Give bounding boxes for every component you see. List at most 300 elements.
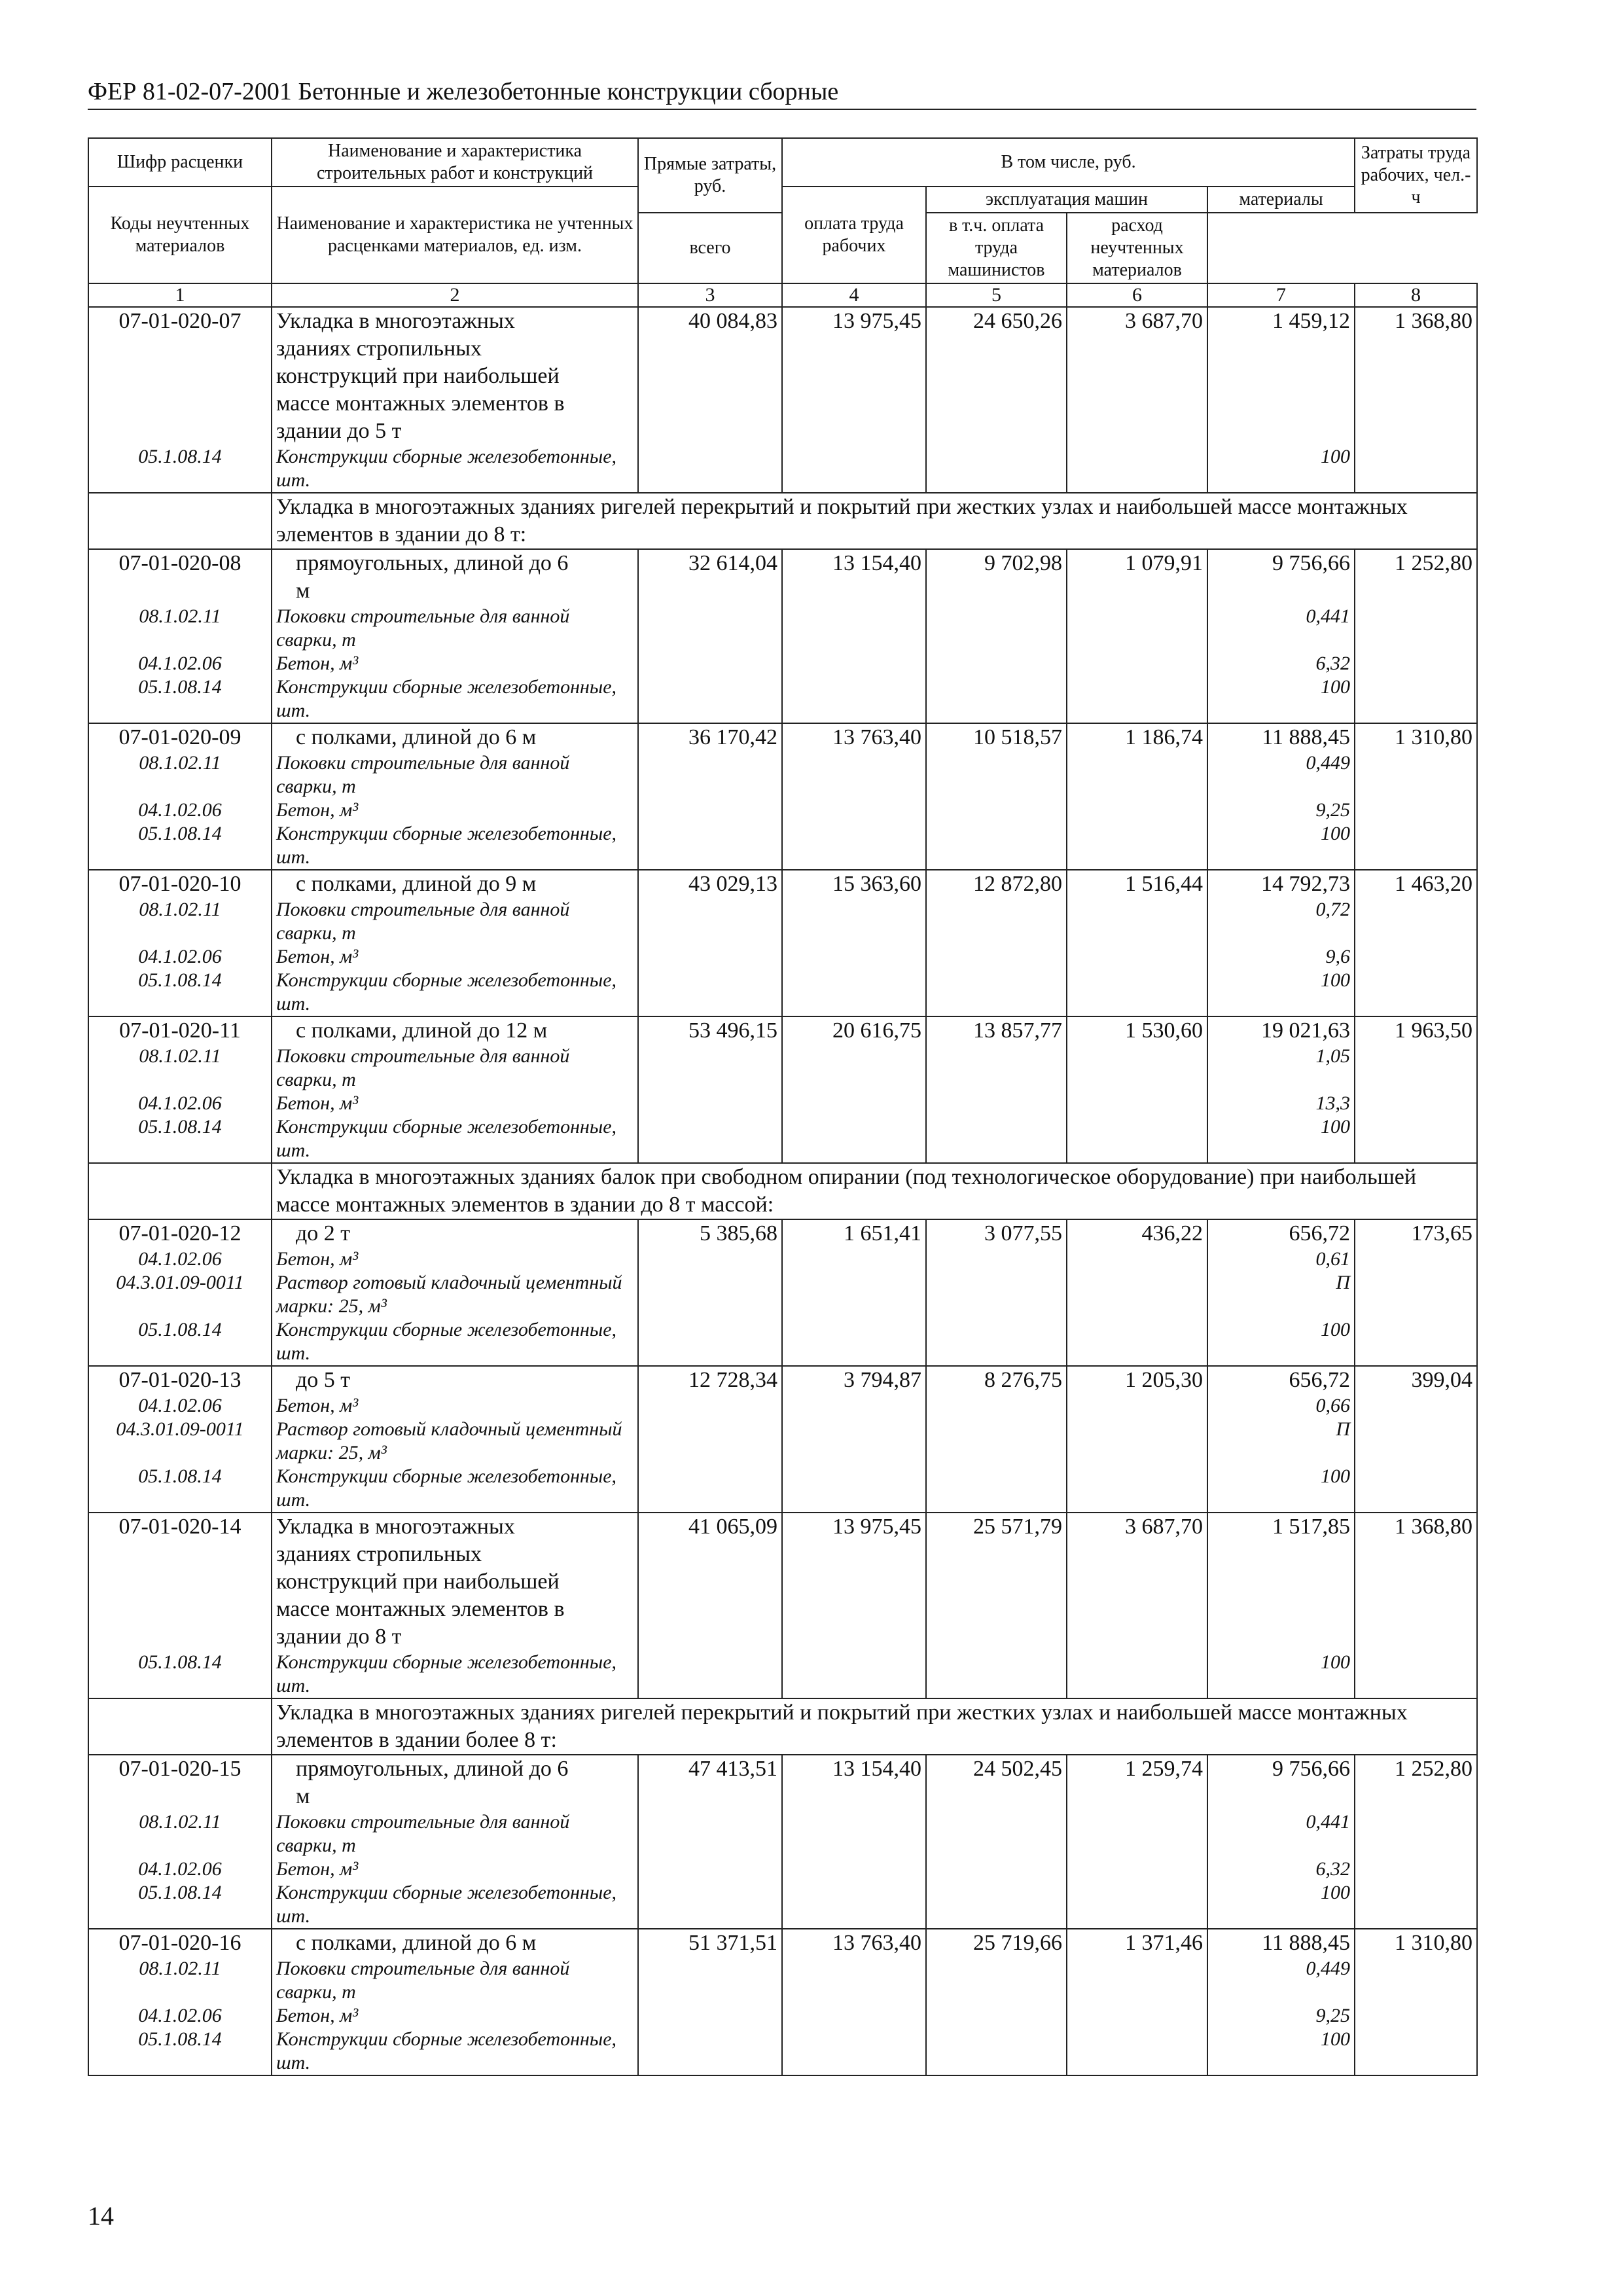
- material-consumption: 100: [1321, 1882, 1351, 1903]
- material-code: 04.1.02.06: [138, 946, 222, 967]
- column-numbers-row: [88, 283, 1477, 307]
- head-codes-unaccounted: Коды неучтенных материалов: [88, 187, 272, 283]
- head-cipher: Шифр расценки: [88, 138, 272, 187]
- rate-row: [88, 1513, 1477, 1698]
- rate-code: 07-01-020-10: [118, 872, 241, 896]
- spacer: [93, 922, 267, 945]
- material-name: Конструкции сборные железобетонные, шт.: [276, 2028, 617, 2073]
- rate-name-line: конструкций при наибольшей: [276, 1570, 560, 1594]
- spacer: [1212, 1981, 1350, 2004]
- spacer: [93, 418, 267, 445]
- direct-costs: 51 371,51: [638, 1929, 782, 2075]
- head-machines-total-cell: всего: [638, 213, 782, 283]
- spacer: [93, 1068, 267, 1092]
- material-name: Бетон, м³: [276, 1248, 359, 1270]
- rate-name-cell: [272, 1929, 638, 2075]
- rate-name-cell: [272, 307, 638, 493]
- materials-cell: [1207, 723, 1355, 870]
- labor-hours: 399,04: [1355, 1366, 1477, 1513]
- spacer: [1212, 1541, 1350, 1568]
- material-consumption: 0,61: [1315, 1248, 1351, 1270]
- rate-name-line: зданиях стропильных: [276, 1542, 482, 1566]
- spacer: [93, 1568, 267, 1596]
- spacer: [93, 2051, 267, 2075]
- spacer: [1212, 1139, 1350, 1162]
- rate-row: [88, 1755, 1477, 1929]
- rate-name-cell: [272, 1016, 638, 1163]
- spacer: [93, 699, 267, 723]
- material-name: Конструкции сборные железобетонные, шт.: [276, 969, 617, 1014]
- rate-name-line: до 5 т: [296, 1368, 351, 1392]
- rate-name-line: конструкций при наибольшей: [276, 364, 560, 388]
- labor-hours: 1 252,80: [1355, 549, 1477, 723]
- spacer: [1212, 390, 1350, 418]
- rate-code: 07-01-020-08: [118, 551, 241, 575]
- material-code: 04.1.02.06: [138, 2005, 222, 2026]
- materials-cell: [1207, 1513, 1355, 1698]
- labor-hours: 1 252,80: [1355, 1755, 1477, 1929]
- material-consumption: 100: [1321, 2028, 1351, 2050]
- rate-code-cell: [88, 870, 272, 1016]
- materials-cost: 19 021,63: [1261, 1018, 1351, 1043]
- section-heading: Укладка в многоэтажных зданиях ригелей перекрытий и покрытий при жестких узлах и наибольшей массе монтажных элементов в здании более 8 т:: [272, 1698, 1477, 1755]
- material-code: 08.1.02.11: [139, 752, 221, 774]
- direct-costs: 12 728,34: [638, 1366, 782, 1513]
- spacer: [93, 1139, 267, 1162]
- labor-wages: 13 763,40: [782, 1929, 926, 2075]
- material-consumption: 100: [1321, 446, 1351, 467]
- rate-code-cell: [88, 1366, 272, 1513]
- labor-wages: 1 651,41: [782, 1219, 926, 1366]
- material-name: Поковки строительные для ванной сварки, т: [276, 1958, 570, 2003]
- spacer: [93, 1905, 267, 1928]
- machinists-wages: 3 687,70: [1067, 1513, 1207, 1698]
- spacer: [1212, 1295, 1350, 1318]
- materials-cost: 656,72: [1289, 1221, 1351, 1246]
- section-blank-cell: [88, 1163, 272, 1219]
- material-code: 04.1.02.06: [138, 799, 222, 821]
- material-name: Бетон, м³: [276, 799, 359, 821]
- material-name: Конструкции сборные железобетонные, шт.: [276, 676, 617, 721]
- head-work-name: Наименование и характеристика строительных работ и конструкций: [272, 138, 638, 187]
- rate-name-line: м: [296, 579, 310, 603]
- direct-costs: 53 496,15: [638, 1016, 782, 1163]
- labor-wages: 13 975,45: [782, 1513, 926, 1698]
- material-consumption: 6,32: [1315, 1858, 1351, 1880]
- spacer: [93, 1674, 267, 1698]
- labor-hours: 1 963,50: [1355, 1016, 1477, 1163]
- labor-wages: 13 154,40: [782, 549, 926, 723]
- rate-code-cell: [88, 723, 272, 870]
- material-name: Поковки строительные для ванной сварки, т: [276, 1811, 570, 1856]
- labor-wages: 13 763,40: [782, 723, 926, 870]
- rate-code: 07-01-020-12: [118, 1221, 241, 1246]
- machines-total: 8 276,75: [926, 1366, 1067, 1513]
- rate-code-cell: [88, 1755, 272, 1929]
- column-number: 7: [1207, 283, 1355, 307]
- machinists-wages: 1 530,60: [1067, 1016, 1207, 1163]
- material-name: Бетон, м³: [276, 1092, 359, 1114]
- column-number: 8: [1355, 283, 1477, 307]
- direct-costs: 5 385,68: [638, 1219, 782, 1366]
- rate-name-cell: [272, 723, 638, 870]
- head-direct-costs: Прямые затраты, руб.: [638, 138, 782, 213]
- material-consumption: 0,66: [1315, 1395, 1351, 1416]
- spacer: [93, 1783, 267, 1810]
- material-code: 05.1.08.14: [138, 1319, 222, 1340]
- direct-costs: 41 065,09: [638, 1513, 782, 1698]
- material-code: 08.1.02.11: [139, 1811, 221, 1833]
- column-number: 1: [88, 283, 272, 307]
- material-name: Конструкции сборные железобетонные, шт.: [276, 823, 617, 868]
- rate-code-cell: [88, 1219, 272, 1366]
- material-name: Конструкции сборные железобетонные, шт.: [276, 446, 617, 491]
- materials-cell: [1207, 1219, 1355, 1366]
- rate-code: 07-01-020-07: [118, 309, 241, 333]
- column-number: 5: [926, 283, 1067, 307]
- direct-costs: 43 029,13: [638, 870, 782, 1016]
- materials-cost: 656,72: [1289, 1368, 1351, 1392]
- material-code: 05.1.08.14: [138, 823, 222, 844]
- head-machinists-wages: в т.ч. оплата труда машинистов: [926, 213, 1067, 283]
- spacer: [93, 1441, 267, 1465]
- material-consumption: 0,449: [1306, 1958, 1351, 1979]
- rate-code-cell: [88, 307, 272, 493]
- material-code: 04.1.02.06: [138, 1395, 222, 1416]
- labor-wages: 3 794,87: [782, 1366, 926, 1513]
- spacer: [93, 577, 267, 605]
- machines-total: 3 077,55: [926, 1219, 1067, 1366]
- spacer: [1212, 1441, 1350, 1465]
- material-name: Раствор готовый кладочный цементный марки: 25, м³: [276, 1418, 622, 1463]
- spacer: [93, 775, 267, 798]
- machinists-wages: 436,22: [1067, 1219, 1207, 1366]
- spacer: [1212, 1905, 1350, 1928]
- labor-hours: 1 310,80: [1355, 1929, 1477, 2075]
- material-code: 04.1.02.06: [138, 653, 222, 674]
- material-consumption: 100: [1321, 676, 1351, 698]
- section-row: [88, 1163, 1477, 1219]
- spacer: [93, 1295, 267, 1318]
- labor-wages: 13 975,45: [782, 307, 926, 493]
- rate-row: [88, 870, 1477, 1016]
- spacer: [1212, 1568, 1350, 1596]
- spacer: [1212, 992, 1350, 1016]
- spacer: [93, 1981, 267, 2004]
- rate-name-cell: [272, 1219, 638, 1366]
- material-consumption: 9,6: [1325, 946, 1351, 967]
- labor-wages: 15 363,60: [782, 870, 926, 1016]
- material-name: Конструкции сборные железобетонные, шт.: [276, 1116, 617, 1161]
- materials-cell: [1207, 870, 1355, 1016]
- spacer: [1212, 846, 1350, 869]
- spacer: [1212, 922, 1350, 945]
- material-code: 05.1.08.14: [138, 676, 222, 698]
- material-code: 05.1.08.14: [138, 1116, 222, 1138]
- machinists-wages: 1 259,74: [1067, 1755, 1207, 1929]
- rate-code: 07-01-020-14: [118, 1515, 241, 1539]
- column-number: 3: [638, 283, 782, 307]
- material-name: Поковки строительные для ванной сварки, т: [276, 1045, 570, 1090]
- rate-name-line: с полками, длиной до 12 м: [296, 1018, 548, 1043]
- rate-name-cell: [272, 1513, 638, 1698]
- material-code: 05.1.08.14: [138, 1465, 222, 1487]
- column-number: 2: [272, 283, 638, 307]
- spacer: [1212, 1488, 1350, 1512]
- machines-total: 10 518,57: [926, 723, 1067, 870]
- material-name: Конструкции сборные железобетонные, шт.: [276, 1882, 617, 1927]
- spacer: [93, 1342, 267, 1365]
- machinists-wages: 3 687,70: [1067, 307, 1207, 493]
- direct-costs: 36 170,42: [638, 723, 782, 870]
- direct-costs: 47 413,51: [638, 1755, 782, 1929]
- rate-name-cell: [272, 549, 638, 723]
- machinists-wages: 1 186,74: [1067, 723, 1207, 870]
- rate-name-line: массе монтажных элементов в: [276, 391, 565, 416]
- material-name: Поковки строительные для ванной сварки, т: [276, 752, 570, 797]
- spacer: [1212, 1342, 1350, 1365]
- rate-row: [88, 1016, 1477, 1163]
- rate-code-cell: [88, 1016, 272, 1163]
- section-row: [88, 1698, 1477, 1755]
- materials-cell: [1207, 307, 1355, 493]
- material-name: Конструкции сборные железобетонные, шт.: [276, 1319, 617, 1364]
- material-consumption: 0,449: [1306, 752, 1351, 774]
- spacer: [93, 992, 267, 1016]
- rate-name-line: массе монтажных элементов в: [276, 1597, 565, 1621]
- rate-code-cell: [88, 1929, 272, 2075]
- rate-name-line: до 2 т: [296, 1221, 351, 1246]
- material-code: 05.1.08.14: [138, 446, 222, 467]
- machines-total: 13 857,77: [926, 1016, 1067, 1163]
- material-name: Конструкции сборные железобетонные, шт.: [276, 1651, 617, 1696]
- material-code: 05.1.08.14: [138, 1882, 222, 1903]
- spacer: [93, 1834, 267, 1857]
- spacer: [1212, 1674, 1350, 1698]
- machinists-wages: 1 079,91: [1067, 549, 1207, 723]
- spacer: [1212, 577, 1350, 605]
- material-consumption: 100: [1321, 823, 1351, 844]
- page-number: 14: [88, 2201, 114, 2231]
- machinists-wages: 1 371,46: [1067, 1929, 1207, 2075]
- material-consumption: 100: [1321, 1465, 1351, 1487]
- materials-cell: [1207, 549, 1355, 723]
- material-consumption: 100: [1321, 1319, 1351, 1340]
- rate-name-line: Укладка в многоэтажных: [276, 309, 515, 333]
- rate-row: [88, 307, 1477, 493]
- head-material-name: Наименование и характеристика не учтенных расценками материалов, ед. изм.: [272, 187, 638, 283]
- spacer: [93, 1623, 267, 1651]
- materials-cell: [1207, 1929, 1355, 2075]
- direct-costs: 40 084,83: [638, 307, 782, 493]
- labor-hours: 1 368,80: [1355, 307, 1477, 493]
- spacer: [1212, 1623, 1350, 1651]
- spacer: [1212, 1068, 1350, 1092]
- rate-name-cell: [272, 1366, 638, 1513]
- rate-name-line: с полками, длиной до 6 м: [296, 725, 537, 749]
- spacer: [1212, 1596, 1350, 1623]
- labor-wages: 20 616,75: [782, 1016, 926, 1163]
- rate-name-line: с полками, длиной до 9 м: [296, 872, 537, 896]
- rate-code: 07-01-020-15: [118, 1757, 241, 1781]
- spacer: [1212, 363, 1350, 390]
- material-name: Бетон, м³: [276, 2005, 359, 2026]
- materials-cell: [1207, 1366, 1355, 1513]
- material-consumption: 0,441: [1306, 1811, 1351, 1833]
- materials-cell: [1207, 1755, 1355, 1929]
- section-row: [88, 493, 1477, 549]
- material-consumption: 6,32: [1315, 653, 1351, 674]
- section-heading: Укладка в многоэтажных зданиях ригелей перекрытий и покрытий при жестких узлах и наибольшей массе монтажных элементов в здании до 8 т:: [272, 493, 1477, 549]
- spacer: [1212, 628, 1350, 652]
- spacer: [93, 1488, 267, 1512]
- column-number: 4: [782, 283, 926, 307]
- material-code: 05.1.08.14: [138, 1651, 222, 1673]
- rate-name-line: Укладка в многоэтажных: [276, 1515, 515, 1539]
- materials-cost: 1 517,85: [1272, 1515, 1351, 1539]
- rate-name-cell: [272, 1755, 638, 1929]
- rate-code-cell: [88, 1513, 272, 1698]
- materials-cost: 11 888,45: [1262, 1931, 1351, 1955]
- spacer: [1212, 418, 1350, 445]
- material-name: Поковки строительные для ванной сварки, т: [276, 899, 570, 944]
- machines-total: 9 702,98: [926, 549, 1067, 723]
- material-name: Конструкции сборные железобетонные, шт.: [276, 1465, 617, 1511]
- material-consumption: П: [1336, 1272, 1351, 1293]
- section-blank-cell: [88, 1698, 272, 1755]
- machines-total: 25 571,79: [926, 1513, 1067, 1698]
- machines-total: 12 872,80: [926, 870, 1067, 1016]
- rate-code: 07-01-020-11: [119, 1018, 241, 1043]
- spacer: [93, 628, 267, 652]
- rate-name-line: зданиях стропильных: [276, 336, 482, 361]
- rate-name-line: прямоугольных, длиной до 6: [296, 1757, 569, 1781]
- spacer: [1212, 2051, 1350, 2075]
- spacer: [93, 846, 267, 869]
- table-body: [88, 307, 1477, 2075]
- rate-name-cell: [272, 870, 638, 1016]
- rate-code-cell: [88, 549, 272, 723]
- material-consumption: 9,25: [1315, 799, 1351, 821]
- rate-name-line: здании до 8 т: [276, 1624, 402, 1649]
- rate-name-line: м: [296, 1784, 310, 1808]
- material-code: 08.1.02.11: [139, 1045, 221, 1067]
- head-labor-wages: оплата труда рабочих: [782, 187, 926, 283]
- head-including: В том числе, руб.: [782, 138, 1355, 187]
- spacer: [1212, 1783, 1350, 1810]
- material-consumption: 100: [1321, 1651, 1351, 1673]
- material-code: 04.1.02.06: [138, 1092, 222, 1114]
- material-consumption: 100: [1321, 969, 1351, 991]
- material-code: 08.1.02.11: [139, 605, 221, 627]
- machinists-wages: 1 205,30: [1067, 1366, 1207, 1513]
- labor-hours: 1 463,20: [1355, 870, 1477, 1016]
- material-consumption: П: [1336, 1418, 1351, 1440]
- head-materials: материалы: [1207, 187, 1355, 213]
- spacer: [93, 469, 267, 492]
- rate-row: [88, 549, 1477, 723]
- material-consumption: 13,3: [1315, 1092, 1351, 1114]
- materials-cost: 1 459,12: [1272, 309, 1351, 333]
- head-machines: эксплуатация машин: [926, 187, 1207, 213]
- rate-code: 07-01-020-13: [118, 1368, 241, 1392]
- materials-cell: [1207, 1016, 1355, 1163]
- material-name: Поковки строительные для ванной сварки, т: [276, 605, 570, 651]
- materials-cost: 9 756,66: [1272, 1757, 1351, 1781]
- material-consumption: 0,72: [1315, 899, 1351, 920]
- material-name: Бетон, м³: [276, 1395, 359, 1416]
- material-name: Раствор готовый кладочный цементный марки: 25, м³: [276, 1272, 622, 1317]
- column-number: 6: [1067, 283, 1207, 307]
- spacer: [93, 335, 267, 363]
- material-name: Бетон, м³: [276, 653, 359, 674]
- rate-code: 07-01-020-09: [118, 725, 241, 749]
- direct-costs: 32 614,04: [638, 549, 782, 723]
- machines-total: 24 502,45: [926, 1755, 1067, 1929]
- rate-row: [88, 1219, 1477, 1366]
- materials-cost: 11 888,45: [1262, 725, 1351, 749]
- spacer: [1212, 1834, 1350, 1857]
- spacer: [93, 1596, 267, 1623]
- spacer: [1212, 335, 1350, 363]
- rates-table: [88, 137, 1478, 2076]
- labor-hours: 1 368,80: [1355, 1513, 1477, 1698]
- table-head: [88, 138, 1477, 307]
- material-consumption: 100: [1321, 1116, 1351, 1138]
- material-name: Бетон, м³: [276, 946, 359, 967]
- rate-code: 07-01-020-16: [118, 1931, 241, 1955]
- material-consumption: 1,05: [1315, 1045, 1351, 1067]
- material-code: 05.1.08.14: [138, 969, 222, 991]
- head-materials-consumption: расход неучтенных материалов: [1067, 213, 1207, 283]
- head-labor-costs: Затраты труда рабочих, чел.-ч: [1355, 138, 1477, 213]
- spacer: [1212, 775, 1350, 798]
- section-blank-cell: [88, 493, 272, 549]
- machines-total: 25 719,66: [926, 1929, 1067, 2075]
- material-consumption: 9,25: [1315, 2005, 1351, 2026]
- spacer: [1212, 469, 1350, 492]
- rate-row: [88, 1366, 1477, 1513]
- machinists-wages: 1 516,44: [1067, 870, 1207, 1016]
- material-code: 04.1.02.06: [138, 1248, 222, 1270]
- material-code: 04.3.01.09-0011: [116, 1418, 244, 1440]
- spacer: [93, 1541, 267, 1568]
- machines-total: 24 650,26: [926, 307, 1067, 493]
- materials-cost: 9 756,66: [1272, 551, 1351, 575]
- section-heading: Укладка в многоэтажных зданиях балок при свободном опирании (под технологическое оборудование) при наибольшей массе монтажных элементов в здании до 8 т массой:: [272, 1163, 1477, 1219]
- material-code: 05.1.08.14: [138, 2028, 222, 2050]
- rate-row: [88, 723, 1477, 870]
- material-code: 04.3.01.09-0011: [116, 1272, 244, 1293]
- labor-wages: 13 154,40: [782, 1755, 926, 1929]
- spacer: [93, 390, 267, 418]
- labor-hours: 1 310,80: [1355, 723, 1477, 870]
- rate-name-line: прямоугольных, длиной до 6: [296, 551, 569, 575]
- spacer: [1212, 699, 1350, 723]
- material-code: 08.1.02.11: [139, 1958, 221, 1979]
- spacer: [93, 363, 267, 390]
- rate-name-line: здании до 5 т: [276, 419, 402, 443]
- material-name: Бетон, м³: [276, 1858, 359, 1880]
- material-code: 04.1.02.06: [138, 1858, 222, 1880]
- materials-cost: 14 792,73: [1261, 872, 1351, 896]
- material-consumption: 0,441: [1306, 605, 1351, 627]
- labor-hours: 173,65: [1355, 1219, 1477, 1366]
- rate-name-line: с полками, длиной до 6 м: [296, 1931, 537, 1955]
- material-code: 08.1.02.11: [139, 899, 221, 920]
- page-header: ФЕР 81-02-07-2001 Бетонные и железобетонные конструкции сборные: [88, 77, 1476, 110]
- rate-row: [88, 1929, 1477, 2075]
